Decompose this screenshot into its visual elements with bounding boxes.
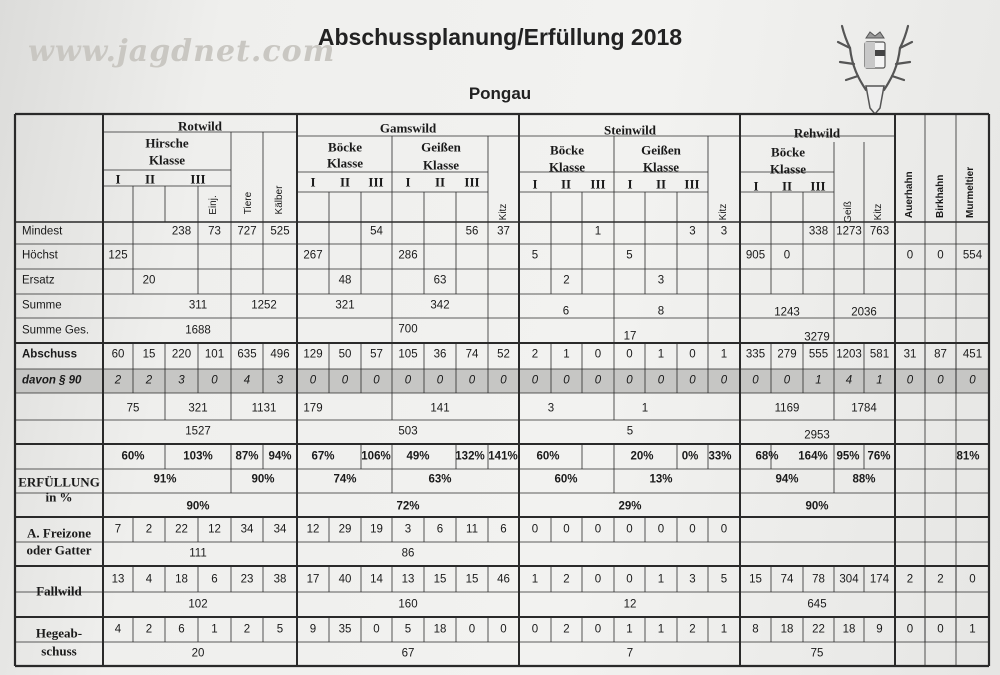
row-label-summe: Summe bbox=[22, 299, 62, 312]
erfuellung-percent: 106% bbox=[361, 450, 391, 463]
cell-davon: 0 bbox=[657, 374, 665, 387]
cell-abschuss: 15 bbox=[142, 348, 156, 361]
class-numeral: I bbox=[405, 174, 411, 190]
cell-davon: 3 bbox=[178, 374, 185, 387]
cell-freizone: 3 bbox=[404, 523, 412, 536]
cell-hoechst: 267 bbox=[303, 249, 323, 262]
abschuss-sum-gams-boecke: 179 bbox=[303, 402, 323, 415]
cell-freizone: 11 bbox=[466, 523, 478, 536]
cell-abschuss: 129 bbox=[303, 348, 323, 361]
cell-abschuss: 581 bbox=[869, 348, 890, 361]
cell-davon: 0 bbox=[626, 374, 633, 387]
class-numeral: II bbox=[144, 171, 156, 187]
erfuellung-subtotal: 90% bbox=[251, 473, 275, 486]
cell-freizone: 12 bbox=[208, 523, 221, 536]
cell-hegeabschuss: 1 bbox=[969, 623, 976, 636]
cell-mindest: 763 bbox=[869, 225, 890, 238]
erfuellung-subtotal: 63% bbox=[428, 473, 452, 486]
erfuellung-percent: 94% bbox=[268, 450, 292, 463]
erfuellung-percent: 103% bbox=[183, 450, 213, 463]
cell-hegeabschuss: 18 bbox=[433, 623, 447, 636]
cell-hegeabschuss: 4 bbox=[114, 623, 122, 636]
abschuss-sum-rot-mid: 321 bbox=[188, 402, 208, 415]
cell-hegeabschuss: 8 bbox=[752, 623, 759, 636]
abschuss-sum-gams-geissen: 141 bbox=[430, 402, 450, 415]
cell-freizone: 6 bbox=[436, 523, 444, 536]
freizone-sum-rot: 111 bbox=[189, 547, 207, 560]
column-header-tiere: Tiere bbox=[243, 191, 254, 215]
erfuellung-percent: 67% bbox=[311, 450, 335, 463]
cell-hegeabschuss: 9 bbox=[309, 623, 317, 636]
cell-freizone: 34 bbox=[273, 523, 287, 536]
cell-abschuss: 1203 bbox=[836, 348, 862, 361]
cell-fallwild: 13 bbox=[111, 573, 125, 586]
cell-fallwild: 40 bbox=[338, 573, 352, 586]
erfuellung-total: 72% bbox=[396, 500, 420, 513]
cell-abschuss: 335 bbox=[745, 348, 766, 361]
cell-hegeabschuss: 9 bbox=[876, 623, 883, 636]
class-numeral: I bbox=[532, 176, 538, 192]
cell-hoechst: 286 bbox=[398, 249, 418, 262]
cell-fallwild: 23 bbox=[240, 573, 254, 586]
cell-fallwild: 15 bbox=[749, 573, 762, 586]
subheader-klasse: Klasse bbox=[769, 161, 807, 177]
fallwild-sum-stein: 12 bbox=[623, 598, 637, 611]
cell-fallwild: 0 bbox=[969, 573, 976, 586]
cell-abschuss: 31 bbox=[903, 348, 917, 361]
cell-mindest: 338 bbox=[808, 225, 829, 238]
abschuss-total-stein: 5 bbox=[626, 425, 634, 438]
cell-freizone: 7 bbox=[114, 523, 122, 536]
class-numeral: I bbox=[627, 176, 633, 192]
cell-abschuss: 220 bbox=[171, 348, 192, 361]
cell-hegeabschuss: 5 bbox=[404, 623, 412, 636]
cell-hegeabschuss: 1 bbox=[211, 623, 218, 636]
cell-abschuss: 52 bbox=[497, 348, 510, 361]
cell-hegeabschuss: 2 bbox=[563, 623, 570, 636]
cell-mindest: 727 bbox=[237, 225, 257, 238]
cell-freizone: 19 bbox=[370, 523, 383, 536]
cell-hegeabschuss: 22 bbox=[812, 623, 825, 636]
subheader-geissen: Geißen bbox=[421, 139, 461, 155]
erfuellung-percent: 60% bbox=[121, 450, 145, 463]
erfuellung-subtotal: 74% bbox=[333, 473, 357, 486]
hege-sum-stein: 7 bbox=[626, 647, 634, 660]
row-label-summe-ges: Summe Ges. bbox=[22, 324, 90, 337]
subheader-klasse: Klasse bbox=[642, 159, 680, 175]
class-numeral: III bbox=[684, 176, 700, 192]
cell-hegeabschuss: 0 bbox=[594, 623, 602, 636]
cell-hegeabschuss: 0 bbox=[468, 623, 476, 636]
cell-mindest: 238 bbox=[171, 225, 192, 238]
erfuellung-percent: 81% bbox=[956, 450, 980, 463]
cell-hegeabschuss: 0 bbox=[500, 623, 507, 636]
summe-reh-rest: 2036 bbox=[851, 306, 877, 319]
cell-mindest: 56 bbox=[465, 225, 479, 238]
cell-fallwild: 74 bbox=[780, 573, 794, 586]
cell-hegeabschuss: 6 bbox=[178, 623, 185, 636]
cell-abschuss: 496 bbox=[270, 348, 290, 361]
cell-hegeabschuss: 5 bbox=[276, 623, 284, 636]
cell-abschuss: 0 bbox=[594, 348, 602, 361]
cell-fallwild: 13 bbox=[401, 573, 415, 586]
cell-mindest: 1273 bbox=[836, 225, 862, 238]
cell-hoechst: 554 bbox=[962, 249, 983, 262]
cell-hegeabschuss: 2 bbox=[243, 623, 251, 636]
cell-abschuss: 60 bbox=[111, 348, 125, 361]
erfuellung-percent: 0% bbox=[681, 450, 699, 463]
cell-ersatz: 2 bbox=[563, 274, 570, 287]
cell-hegeabschuss: 35 bbox=[338, 623, 352, 636]
cell-fallwild: 5 bbox=[720, 573, 728, 586]
abschuss-sum-reh-rest: 1784 bbox=[851, 402, 877, 415]
abschuss-sum-rot-hirsche: 75 bbox=[126, 402, 140, 415]
cell-abschuss: 2 bbox=[531, 348, 539, 361]
cell-davon: 0 bbox=[563, 374, 570, 387]
cell-davon: 0 bbox=[373, 374, 380, 387]
cell-fallwild: 2 bbox=[937, 573, 944, 586]
abschuss-sum-rot-rest: 1131 bbox=[251, 402, 277, 415]
cell-fallwild: 17 bbox=[306, 573, 320, 586]
cell-abschuss: 635 bbox=[237, 348, 257, 361]
cell-hoechst: 5 bbox=[626, 249, 633, 262]
cell-freizone: 22 bbox=[175, 523, 188, 536]
cell-freizone: 0 bbox=[626, 523, 633, 536]
column-header-auerhahn: Auerhahn bbox=[904, 171, 915, 218]
erfuellung-percent: 49% bbox=[406, 450, 430, 463]
erfuellung-percent: 87% bbox=[235, 450, 259, 463]
group-header-rotwild: Rotwild bbox=[177, 118, 223, 134]
row-label-freizone: A. Freizone bbox=[26, 525, 92, 541]
cell-davon: 1 bbox=[876, 374, 883, 387]
cell-abschuss: 0 bbox=[626, 348, 633, 361]
cell-abschuss: 105 bbox=[398, 348, 418, 361]
cell-davon: 0 bbox=[689, 374, 696, 387]
cell-abschuss: 74 bbox=[465, 348, 479, 361]
cell-fallwild: 14 bbox=[370, 573, 383, 586]
cell-davon: 4 bbox=[845, 374, 853, 387]
cell-freizone: 2 bbox=[145, 523, 153, 536]
cell-hoechst: 905 bbox=[745, 249, 766, 262]
erfuellung-percent: 60% bbox=[536, 450, 560, 463]
column-header-kitz: Kitz bbox=[873, 203, 884, 221]
cell-davon: 0 bbox=[341, 374, 349, 387]
erfuellung-percent: 76% bbox=[867, 450, 891, 463]
cell-hoechst: 125 bbox=[108, 249, 128, 262]
column-header-geiss: Geiß bbox=[843, 201, 854, 223]
group-header-gamswild: Gamswild bbox=[379, 120, 437, 136]
fallwild-sum-rot: 102 bbox=[188, 598, 208, 611]
cell-hegeabschuss: 18 bbox=[842, 623, 856, 636]
class-numeral: II bbox=[655, 176, 667, 192]
cell-fallwild: 46 bbox=[497, 573, 510, 586]
abschuss-sum-stein-geissen: 1 bbox=[641, 402, 649, 415]
erfuellung-percent: 141% bbox=[488, 450, 518, 463]
cell-abschuss: 57 bbox=[370, 348, 383, 361]
cell-davon: 2 bbox=[114, 374, 122, 387]
column-header-kaelber: Kälber bbox=[274, 185, 285, 215]
cell-davon: 4 bbox=[243, 374, 251, 387]
cell-hoechst: 0 bbox=[783, 249, 791, 262]
abschuss-sum-reh-boecke: 1169 bbox=[774, 402, 800, 415]
cell-abschuss: 1 bbox=[563, 348, 570, 361]
cell-mindest: 1 bbox=[594, 225, 602, 238]
cell-abschuss: 279 bbox=[777, 348, 797, 361]
cell-freizone: 29 bbox=[338, 523, 352, 536]
class-numeral: I bbox=[115, 171, 121, 187]
fallwild-sum-reh: 645 bbox=[807, 598, 827, 611]
subheader-klasse: Klasse bbox=[548, 159, 586, 175]
cell-davon: 0 bbox=[404, 374, 412, 387]
cell-davon: 0 bbox=[783, 374, 791, 387]
row-label-abschuss: Abschuss bbox=[22, 348, 77, 361]
cell-davon: 0 bbox=[211, 374, 218, 387]
cell-freizone: 34 bbox=[240, 523, 254, 536]
row-label-erfuellung: ERFÜLLUNG bbox=[18, 474, 100, 490]
cell-fallwild: 15 bbox=[433, 573, 447, 586]
class-numeral: III bbox=[464, 174, 480, 190]
abschuss-total-rot: 1527 bbox=[185, 425, 211, 438]
cell-mindest: 37 bbox=[497, 225, 510, 238]
row-label-fallwild: Fallwild bbox=[36, 583, 82, 599]
cell-fallwild: 15 bbox=[465, 573, 479, 586]
cell-freizone: 0 bbox=[657, 523, 665, 536]
cell-ersatz: 20 bbox=[142, 274, 156, 287]
cell-hegeabschuss: 0 bbox=[906, 623, 914, 636]
freizone-sum-gams: 86 bbox=[401, 547, 415, 560]
column-header-kitz: Kitz bbox=[498, 203, 509, 221]
cell-davon: 2 bbox=[145, 374, 153, 387]
erfuellung-total: 90% bbox=[805, 500, 829, 513]
group-header-rehwild: Rehwild bbox=[793, 125, 841, 141]
summe-rot-hirsche: 311 bbox=[188, 299, 208, 312]
cell-hegeabschuss: 18 bbox=[780, 623, 794, 636]
erfuellung-percent: 95% bbox=[836, 450, 860, 463]
watermark: www.jagdnet.com bbox=[28, 34, 336, 69]
row-label-freizone-2: oder Gatter bbox=[26, 542, 92, 558]
erfuellung-percent: 33% bbox=[708, 450, 732, 463]
cell-mindest: 54 bbox=[370, 225, 383, 238]
class-numeral: III bbox=[810, 178, 826, 194]
summe-stein-boecke: 6 bbox=[562, 305, 570, 318]
class-numeral: I bbox=[310, 174, 316, 190]
class-numeral: III bbox=[590, 176, 606, 192]
class-numeral: I bbox=[753, 178, 759, 194]
cell-ersatz: 63 bbox=[433, 274, 447, 287]
cell-davon: 0 bbox=[500, 374, 507, 387]
cell-fallwild: 18 bbox=[175, 573, 188, 586]
summe-reh-boecke: 1243 bbox=[774, 306, 800, 319]
cell-davon: 3 bbox=[276, 374, 284, 387]
subheader-klasse: Klasse bbox=[422, 157, 460, 173]
cell-fallwild: 0 bbox=[626, 573, 633, 586]
subheader-boecke: Böcke bbox=[328, 139, 362, 155]
cell-abschuss: 451 bbox=[962, 348, 983, 361]
cell-davon: 0 bbox=[531, 374, 539, 387]
hege-sum-gams: 67 bbox=[401, 647, 415, 660]
hege-sum-rot: 20 bbox=[191, 647, 205, 660]
cell-hegeabschuss: 1 bbox=[657, 623, 665, 636]
fallwild-sum-gams: 160 bbox=[398, 598, 418, 611]
cell-fallwild: 4 bbox=[145, 573, 153, 586]
page-subtitle: Pongau bbox=[468, 84, 532, 103]
group-header-steinwild: Steinwild bbox=[603, 122, 657, 138]
summe-ges-stein: 17 bbox=[623, 330, 637, 343]
cell-freizone: 12 bbox=[306, 523, 320, 536]
erfuellung-subtotal: 94% bbox=[775, 473, 799, 486]
cell-davon: 0 bbox=[309, 374, 317, 387]
column-header-einj: Einj. bbox=[208, 195, 219, 215]
erfuellung-total: 29% bbox=[618, 500, 642, 513]
cell-fallwild: 1 bbox=[657, 573, 665, 586]
cell-freizone: 0 bbox=[531, 523, 539, 536]
cell-abschuss: 50 bbox=[338, 348, 352, 361]
erfuellung-percent: 164% bbox=[798, 450, 828, 463]
cell-abschuss: 1 bbox=[657, 348, 665, 361]
class-numeral: III bbox=[368, 174, 384, 190]
cell-fallwild: 2 bbox=[563, 573, 570, 586]
row-label-hoechst: Höchst bbox=[22, 249, 58, 262]
summe-ges-rot: 1688 bbox=[185, 324, 211, 337]
cell-fallwild: 6 bbox=[211, 573, 218, 586]
cell-abschuss: 1 bbox=[720, 348, 728, 361]
cell-abschuss: 87 bbox=[934, 348, 947, 361]
cell-hegeabschuss: 0 bbox=[373, 623, 380, 636]
abschuss-sum-stein-boecke: 3 bbox=[547, 402, 555, 415]
cell-mindest: 3 bbox=[720, 225, 728, 238]
cell-davon: 0 bbox=[752, 374, 759, 387]
class-numeral: III bbox=[190, 171, 206, 187]
cell-fallwild: 38 bbox=[273, 573, 287, 586]
cell-ersatz: 48 bbox=[338, 274, 352, 287]
erfuellung-subtotal: 13% bbox=[649, 473, 673, 486]
cell-freizone: 0 bbox=[563, 523, 570, 536]
cell-abschuss: 555 bbox=[808, 348, 829, 361]
cell-davon: 0 bbox=[436, 374, 444, 387]
summe-stein-geissen: 8 bbox=[657, 305, 665, 318]
column-header-birkhahn: Birkhahn bbox=[935, 174, 946, 218]
cell-fallwild: 3 bbox=[689, 573, 696, 586]
cell-abschuss: 0 bbox=[689, 348, 696, 361]
summe-gams-geissen: 342 bbox=[430, 299, 450, 312]
row-label-mindest: Mindest bbox=[22, 225, 63, 238]
cell-fallwild: 2 bbox=[906, 573, 914, 586]
cell-hegeabschuss: 0 bbox=[531, 623, 539, 636]
cell-fallwild: 174 bbox=[869, 573, 890, 586]
cell-freizone: 0 bbox=[689, 523, 696, 536]
cell-fallwild: 0 bbox=[594, 573, 602, 586]
page-title: Abschussplanung/Erfüllung 2018 bbox=[317, 24, 683, 50]
cell-hoechst: 0 bbox=[937, 249, 944, 262]
erfuellung-percent: 20% bbox=[630, 450, 654, 463]
subheader-boecke: Böcke bbox=[550, 142, 584, 158]
abschuss-total-reh: 2953 bbox=[804, 429, 830, 442]
cell-hegeabschuss: 2 bbox=[689, 623, 696, 636]
row-label-hegeabschuss: Hegeab- bbox=[35, 625, 83, 641]
column-header-murmeltier: Murmeltier bbox=[965, 166, 976, 218]
summe-rot-rest: 1252 bbox=[251, 299, 277, 312]
summe-ges-reh: 3279 bbox=[804, 331, 830, 344]
cell-davon: 1 bbox=[815, 374, 822, 387]
cell-mindest: 3 bbox=[689, 225, 696, 238]
cell-fallwild: 1 bbox=[531, 573, 539, 586]
cell-davon: 0 bbox=[594, 374, 602, 387]
class-numeral: II bbox=[560, 176, 572, 192]
summe-ges-gams: 700 bbox=[398, 323, 418, 336]
column-header-kitz: Kitz bbox=[718, 203, 729, 221]
class-numeral: II bbox=[781, 178, 793, 194]
cell-davon: 0 bbox=[468, 374, 476, 387]
row-label-erfuellung-unit: in % bbox=[45, 489, 73, 505]
cell-davon: 0 bbox=[720, 374, 728, 387]
cell-davon: 0 bbox=[906, 374, 914, 387]
erfuellung-subtotal: 91% bbox=[153, 473, 177, 486]
subheader-boecke: Böcke bbox=[771, 144, 805, 160]
row-label-ersatz: Ersatz bbox=[22, 274, 55, 287]
cell-abschuss: 101 bbox=[204, 348, 225, 361]
erfuellung-subtotal: 60% bbox=[554, 473, 578, 486]
cell-hegeabschuss: 0 bbox=[937, 623, 944, 636]
cell-mindest: 525 bbox=[270, 225, 290, 238]
subheader-hirsche: Hirsche bbox=[145, 135, 189, 151]
cell-fallwild: 304 bbox=[839, 573, 859, 586]
cell-hegeabschuss: 2 bbox=[145, 623, 153, 636]
cell-freizone: 0 bbox=[594, 523, 602, 536]
row-label-davon: davon § 90 bbox=[22, 374, 82, 387]
summe-gams-boecke: 321 bbox=[335, 299, 355, 312]
erfuellung-percent: 68% bbox=[755, 450, 779, 463]
cell-freizone: 0 bbox=[720, 523, 728, 536]
cell-hoechst: 5 bbox=[531, 249, 539, 262]
subheader-klasse: Klasse bbox=[326, 155, 364, 171]
erfuellung-total: 90% bbox=[186, 500, 210, 513]
cell-hegeabschuss: 1 bbox=[720, 623, 728, 636]
erfuellung-subtotal: 88% bbox=[852, 473, 876, 486]
class-numeral: II bbox=[339, 174, 351, 190]
cell-abschuss: 36 bbox=[433, 348, 447, 361]
class-numeral: II bbox=[434, 174, 446, 190]
cell-mindest: 73 bbox=[208, 225, 221, 238]
cell-davon: 0 bbox=[969, 374, 976, 387]
abschuss-total-gams: 503 bbox=[398, 425, 418, 438]
cell-hegeabschuss: 1 bbox=[626, 623, 633, 636]
cell-davon: 0 bbox=[937, 374, 944, 387]
subheader-klasse: Klasse bbox=[148, 152, 186, 168]
erfuellung-percent: 132% bbox=[455, 450, 485, 463]
cell-ersatz: 3 bbox=[657, 274, 665, 287]
cell-freizone: 6 bbox=[500, 523, 507, 536]
cell-hoechst: 0 bbox=[906, 249, 914, 262]
row-label-hegeabschuss-2: schuss bbox=[41, 643, 77, 659]
hege-sum-reh: 75 bbox=[810, 647, 824, 660]
subheader-geissen: Geißen bbox=[641, 142, 681, 158]
cell-fallwild: 78 bbox=[812, 573, 825, 586]
